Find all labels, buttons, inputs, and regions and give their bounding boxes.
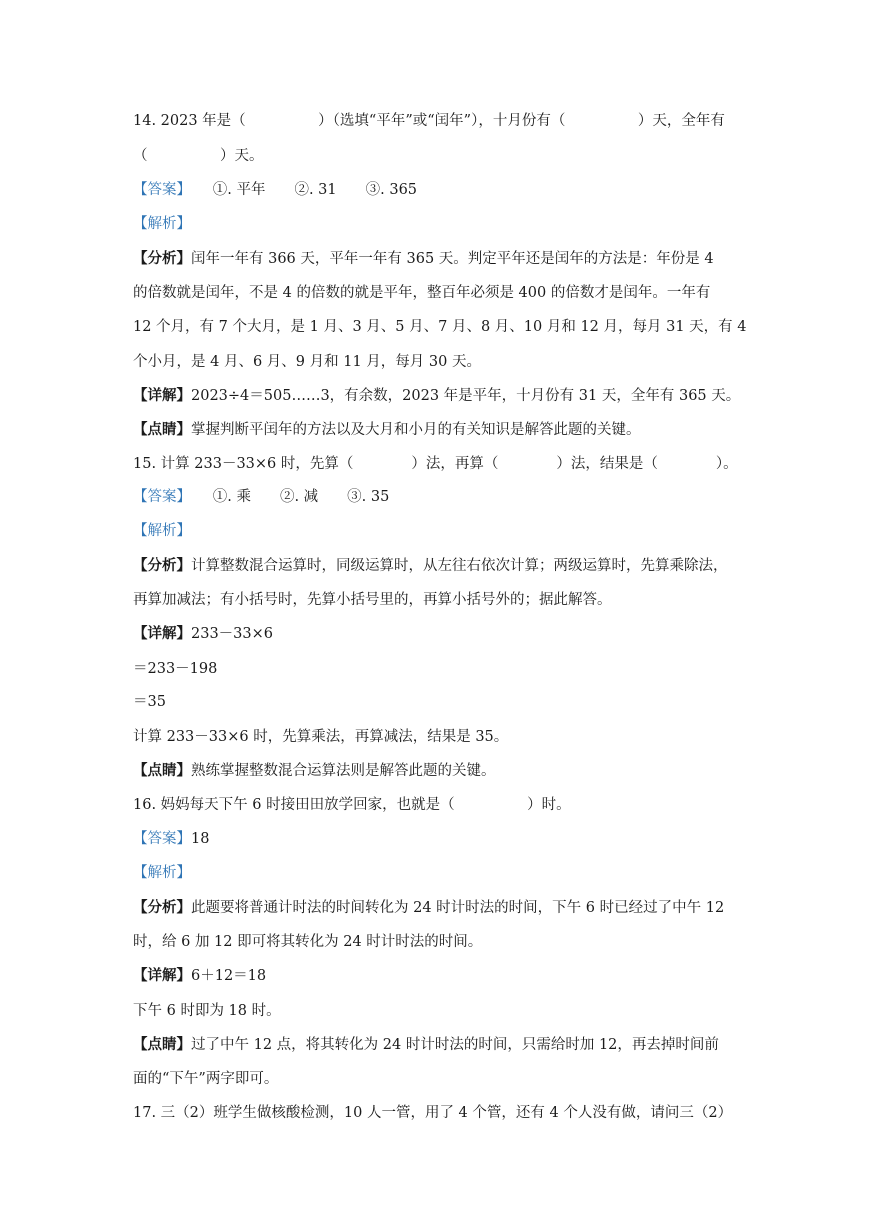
section-label: 【详解】: [133, 967, 191, 984]
section-tag: 【解析】: [133, 865, 191, 881]
line-text: 下午 6 时即为 18 时。: [133, 1003, 281, 1019]
line-text: 个小月，是 4 月、6 月、9 月和 11 月，每月 30 天。: [133, 354, 481, 370]
text-line: [133, 932, 482, 952]
line-text: 2023÷4＝505……3，有余数，2023 年是平年，十月份有 31 天，全年有 365 天。: [191, 388, 741, 404]
text-line: [133, 420, 641, 440]
line-text: 此题要将普通计时法的时间转化为 24 时计时法的时间，下午 6 时已经过了中午 12: [191, 900, 725, 916]
section-label: 【分析】: [133, 899, 191, 916]
line-text: 过了中午 12 点，将其转化为 24 时计时法的时间，只需给时加 12，再去掉时间前: [191, 1037, 719, 1053]
text-line: [133, 863, 191, 883]
line-text: 面的“下午”两字即可。: [133, 1071, 279, 1087]
line-text: 14. 2023 年是（ ）（选填“平年”或“闰年”），十月份有（ ）天，全年有: [133, 113, 725, 129]
text-line: [133, 1069, 278, 1089]
section-label: 【点睛】: [133, 762, 191, 779]
text-line: [133, 352, 481, 372]
line-text: 15. 计算 233－33×6 时，先算（ ）法，再算（ ）法，结果是（ ）。: [133, 456, 738, 472]
line-text: 熟练掌握整数混合运算法则是解答此题的关键。: [191, 763, 496, 779]
text-line: [133, 487, 389, 507]
text-line: [133, 1103, 732, 1123]
section-tag: 【答案】: [133, 831, 191, 847]
text-line: [133, 727, 508, 747]
line-text: 17. 三（2）班学生做核酸检测，10 人一管，用了 4 个管，还有 4 个人没有做，请问三（2）: [133, 1105, 733, 1121]
text-line: [133, 180, 417, 200]
line-text: 18: [191, 831, 210, 847]
text-line: [133, 659, 217, 679]
section-label: 【分析】: [133, 557, 191, 574]
section-tag: 【答案】: [133, 489, 184, 505]
line-text: （ ）天。: [133, 148, 264, 164]
section-tag: 【答案】: [133, 182, 184, 198]
text-line: [133, 761, 496, 781]
line-text: 计算整数混合运算时，同级运算时，从左往右依次计算；两级运算时，先算乘除法，: [191, 558, 728, 574]
line-text: 的倍数就是闰年，不是 4 的倍数的就是平年，整百年必须是 400 的倍数才是闰年。一年有: [133, 285, 711, 301]
line-text: 6＋12＝18: [191, 968, 267, 984]
text-line: [133, 795, 571, 815]
text-line: [133, 898, 724, 918]
text-line: [133, 111, 725, 131]
section-label: 【详解】: [133, 387, 191, 404]
text-line: [133, 1035, 719, 1055]
section-label: 【分析】: [133, 250, 191, 267]
line-text: ＝233－198: [133, 661, 218, 677]
text-line: [133, 146, 264, 166]
text-line: [133, 521, 191, 541]
text-line: [133, 966, 266, 986]
line-text: 再算加减法；有小括号时，先算小括号里的，再算小括号外的；据此解答。: [133, 592, 612, 608]
section-tag: 【解析】: [133, 523, 191, 539]
line-text: 233－33×6: [191, 626, 274, 642]
line-text: 12 个月，有 7 个大月，是 1 月、3 月、5 月、7 月、8 月、10 月和 12 月，每月 31 天，有 4: [133, 319, 747, 335]
line-text: 时，给 6 加 12 即可将其转化为 24 时计时法的时间。: [133, 934, 483, 950]
text-line: [133, 590, 612, 610]
section-label: 【点睛】: [133, 1036, 191, 1053]
section-label: 【点睛】: [133, 421, 191, 438]
line-text: 闰年一年有 366 天，平年一年有 365 天。判定平年还是闰年的方法是：年份是 4: [191, 251, 714, 267]
text-line: [133, 692, 166, 712]
text-line: [133, 214, 191, 234]
text-line: [133, 454, 738, 474]
line-text: ①. 平年 ②. 31 ③. 365: [183, 182, 418, 198]
line-text: 16. 妈妈每天下午 6 时接田田放学回家，也就是（ ）时。: [133, 797, 571, 813]
text-line: [133, 1001, 281, 1021]
line-text: ①. 乘 ②. 减 ③. 35: [183, 489, 390, 505]
text-line: [133, 829, 209, 849]
section-label: 【详解】: [133, 625, 191, 642]
text-line: [133, 386, 740, 406]
text-line: [133, 283, 710, 303]
line-text: ＝35: [133, 694, 166, 710]
text-line: [133, 249, 714, 269]
text-line: [133, 317, 747, 337]
line-text: 掌握判断平闰年的方法以及大月和小月的有关知识是解答此题的关键。: [191, 422, 641, 438]
text-line: [133, 556, 728, 576]
line-text: 计算 233－33×6 时，先算乘法，再算减法，结果是 35。: [133, 729, 509, 745]
section-tag: 【解析】: [133, 216, 191, 232]
text-line: [133, 624, 273, 644]
